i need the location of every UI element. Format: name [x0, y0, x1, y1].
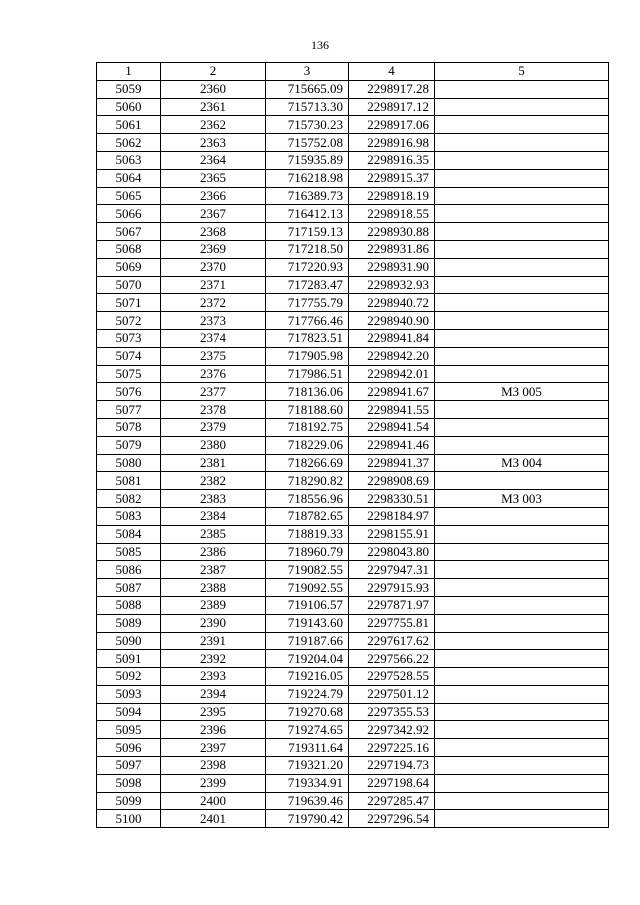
table-cell: 5072 — [97, 312, 161, 330]
table-cell: 718188.60 — [266, 401, 349, 419]
table-row — [97, 98, 609, 116]
table-cell: 2381 — [161, 454, 266, 472]
table-cell: 715730.23 — [266, 116, 349, 134]
table-cell: 2393 — [161, 668, 266, 686]
table-cell: 2298918.19 — [349, 187, 435, 205]
table-cell: 2368 — [161, 223, 266, 241]
table-cell: 2298915.37 — [349, 169, 435, 187]
table-row — [97, 792, 609, 810]
table-cell: 5069 — [97, 258, 161, 276]
table-cell: 5094 — [97, 703, 161, 721]
table-row — [97, 668, 609, 686]
table-cell: 2382 — [161, 472, 266, 490]
table-cell: 2365 — [161, 169, 266, 187]
table-cell: 2367 — [161, 205, 266, 223]
table-cell: 2297355.53 — [349, 703, 435, 721]
table-cell: 2363 — [161, 134, 266, 152]
table-cell: 2297755.81 — [349, 614, 435, 632]
table-row — [97, 543, 609, 561]
table-cell: 719092.55 — [266, 579, 349, 597]
table-row — [97, 757, 609, 775]
table-cell: 2297871.97 — [349, 596, 435, 614]
table-cell: 5074 — [97, 347, 161, 365]
table-cell — [435, 810, 609, 828]
table-cell: 2298940.72 — [349, 294, 435, 312]
table-cell — [435, 757, 609, 775]
table-cell: 2298330.51 — [349, 490, 435, 508]
table-cell: 716412.13 — [266, 205, 349, 223]
table-cell: 2373 — [161, 312, 266, 330]
table-cell: 2298942.20 — [349, 347, 435, 365]
table-row — [97, 329, 609, 347]
table-cell: 718819.33 — [266, 525, 349, 543]
table-row — [97, 472, 609, 490]
table-cell: 716218.98 — [266, 169, 349, 187]
table-cell: 719204.04 — [266, 650, 349, 668]
table-cell: 5099 — [97, 792, 161, 810]
table-cell: 719224.79 — [266, 685, 349, 703]
table-cell: 2389 — [161, 596, 266, 614]
table-cell: 2385 — [161, 525, 266, 543]
table-cell — [435, 632, 609, 650]
table-cell: 2391 — [161, 632, 266, 650]
table-cell: 2377 — [161, 383, 266, 401]
column-header: 4 — [349, 63, 435, 81]
table-cell: 2298918.55 — [349, 205, 435, 223]
table-cell — [435, 543, 609, 561]
table-row — [97, 365, 609, 383]
table-cell: 5076 — [97, 383, 161, 401]
table-cell: 2298155.91 — [349, 525, 435, 543]
table-cell: 5061 — [97, 116, 161, 134]
table-row — [97, 116, 609, 134]
table-cell: 5093 — [97, 685, 161, 703]
table-cell: 2372 — [161, 294, 266, 312]
table-cell: 2384 — [161, 507, 266, 525]
table-cell: 2298931.90 — [349, 258, 435, 276]
table-cell: 717986.51 — [266, 365, 349, 383]
table-cell: 5059 — [97, 80, 161, 98]
table-cell: 715665.09 — [266, 80, 349, 98]
table-cell: 5077 — [97, 401, 161, 419]
table-cell: 2298916.35 — [349, 151, 435, 169]
table-row — [97, 258, 609, 276]
table-cell: 2298941.37 — [349, 454, 435, 472]
table-cell: 2298930.88 — [349, 223, 435, 241]
table-cell — [435, 80, 609, 98]
table-cell: 5073 — [97, 329, 161, 347]
table-row — [97, 810, 609, 828]
table-cell: 2298941.55 — [349, 401, 435, 419]
table-cell: 5090 — [97, 632, 161, 650]
table-row — [97, 596, 609, 614]
table-cell: 2388 — [161, 579, 266, 597]
table-cell: 715935.89 — [266, 151, 349, 169]
table-cell: 719274.65 — [266, 721, 349, 739]
table-cell: 5063 — [97, 151, 161, 169]
table-cell: 5095 — [97, 721, 161, 739]
table-cell: 2395 — [161, 703, 266, 721]
table-cell: 2380 — [161, 436, 266, 454]
table-cell: 5062 — [97, 134, 161, 152]
table-cell: МЗ 004 — [435, 454, 609, 472]
table-cell: 2298917.12 — [349, 98, 435, 116]
table-row — [97, 151, 609, 169]
table-cell: 2360 — [161, 80, 266, 98]
table-row — [97, 294, 609, 312]
column-header: 3 — [266, 63, 349, 81]
table-cell: 2387 — [161, 561, 266, 579]
table-cell: 2362 — [161, 116, 266, 134]
table-cell: 717823.51 — [266, 329, 349, 347]
table-cell — [435, 561, 609, 579]
table-cell: 5066 — [97, 205, 161, 223]
table-cell: 5083 — [97, 507, 161, 525]
table-cell: 5068 — [97, 240, 161, 258]
table-row — [97, 134, 609, 152]
table-cell: 5096 — [97, 739, 161, 757]
table-cell: 2397 — [161, 739, 266, 757]
table-cell — [435, 418, 609, 436]
table-cell: 5081 — [97, 472, 161, 490]
table-row — [97, 703, 609, 721]
table-cell — [435, 365, 609, 383]
table-cell: 2298940.90 — [349, 312, 435, 330]
table-cell — [435, 169, 609, 187]
table-row — [97, 525, 609, 543]
table-cell: 2361 — [161, 98, 266, 116]
table-cell — [435, 685, 609, 703]
table-row — [97, 169, 609, 187]
table-cell: 2298941.46 — [349, 436, 435, 454]
table-cell: 719311.64 — [266, 739, 349, 757]
column-header: 2 — [161, 63, 266, 81]
table-cell: 2297194.73 — [349, 757, 435, 775]
column-header: 1 — [97, 63, 161, 81]
coordinates-table — [96, 62, 609, 828]
table-cell: 2398 — [161, 757, 266, 775]
table-cell: 2297617.62 — [349, 632, 435, 650]
table-cell: 2297285.47 — [349, 792, 435, 810]
table-cell: 5089 — [97, 614, 161, 632]
table-row — [97, 739, 609, 757]
table-row — [97, 418, 609, 436]
table-cell: 5075 — [97, 365, 161, 383]
table-cell: 2298941.67 — [349, 383, 435, 401]
table-cell: 2399 — [161, 774, 266, 792]
table-cell: 718782.65 — [266, 507, 349, 525]
table-cell — [435, 668, 609, 686]
table-cell: 5070 — [97, 276, 161, 294]
table-cell: 2400 — [161, 792, 266, 810]
table-cell: 2383 — [161, 490, 266, 508]
table-cell: 719106.57 — [266, 596, 349, 614]
table-cell: 5064 — [97, 169, 161, 187]
page-number: 136 — [311, 38, 329, 52]
table-cell: 2379 — [161, 418, 266, 436]
table-cell: 718960.79 — [266, 543, 349, 561]
table-row — [97, 80, 609, 98]
table-cell: 719790.42 — [266, 810, 349, 828]
table-cell: МЗ 003 — [435, 490, 609, 508]
table-row — [97, 436, 609, 454]
table-cell: 5088 — [97, 596, 161, 614]
table-cell: 2298184.97 — [349, 507, 435, 525]
table-cell — [435, 774, 609, 792]
table-cell: 715713.30 — [266, 98, 349, 116]
table-cell: 2298931.86 — [349, 240, 435, 258]
table-row — [97, 632, 609, 650]
table-cell: 2298941.84 — [349, 329, 435, 347]
table-row — [97, 614, 609, 632]
table-row — [97, 507, 609, 525]
table-cell: 2371 — [161, 276, 266, 294]
table-cell — [435, 347, 609, 365]
table-row — [97, 205, 609, 223]
table-cell — [435, 507, 609, 525]
table-row — [97, 579, 609, 597]
table-cell — [435, 258, 609, 276]
table-cell — [435, 329, 609, 347]
table-cell: 5097 — [97, 757, 161, 775]
table-cell: 2297225.16 — [349, 739, 435, 757]
table-cell: 718266.69 — [266, 454, 349, 472]
table-cell: 5067 — [97, 223, 161, 241]
table-cell — [435, 721, 609, 739]
table-cell: 2298043.80 — [349, 543, 435, 561]
table-cell — [435, 703, 609, 721]
table-cell: 2297342.92 — [349, 721, 435, 739]
table-cell: 5092 — [97, 668, 161, 686]
column-header: 5 — [435, 63, 609, 81]
table-cell: 2297501.12 — [349, 685, 435, 703]
table-cell: 717766.46 — [266, 312, 349, 330]
table-cell: 5091 — [97, 650, 161, 668]
table-cell: 5082 — [97, 490, 161, 508]
table-cell — [435, 579, 609, 597]
table-cell: 717159.13 — [266, 223, 349, 241]
table-cell: 2394 — [161, 685, 266, 703]
table-cell: 2378 — [161, 401, 266, 419]
table-cell — [435, 401, 609, 419]
table-cell: 2298932.93 — [349, 276, 435, 294]
table-row — [97, 490, 609, 508]
table-cell: 2396 — [161, 721, 266, 739]
table-cell: 5065 — [97, 187, 161, 205]
table-cell: 2297566.22 — [349, 650, 435, 668]
table-header-row — [97, 63, 609, 81]
table-cell — [435, 223, 609, 241]
table-cell: 2297947.31 — [349, 561, 435, 579]
table-cell: 719270.68 — [266, 703, 349, 721]
table-cell: 5080 — [97, 454, 161, 472]
table-row — [97, 721, 609, 739]
table-cell: 717218.50 — [266, 240, 349, 258]
table-cell — [435, 98, 609, 116]
table-cell — [435, 240, 609, 258]
table-cell: 2298917.06 — [349, 116, 435, 134]
table-cell: 2298916.98 — [349, 134, 435, 152]
table-cell: 2364 — [161, 151, 266, 169]
table-cell: 5086 — [97, 561, 161, 579]
table-cell: 2392 — [161, 650, 266, 668]
table-row — [97, 312, 609, 330]
table-cell: 718556.96 — [266, 490, 349, 508]
table-row — [97, 347, 609, 365]
table-cell: 2376 — [161, 365, 266, 383]
table-cell — [435, 739, 609, 757]
table-cell: 718229.06 — [266, 436, 349, 454]
table-row — [97, 454, 609, 472]
table-row — [97, 240, 609, 258]
table-cell: 2298941.54 — [349, 418, 435, 436]
table-cell: 2370 — [161, 258, 266, 276]
table-cell: 5085 — [97, 543, 161, 561]
table-row — [97, 561, 609, 579]
table-cell: 719187.66 — [266, 632, 349, 650]
table-cell: 2375 — [161, 347, 266, 365]
table-cell: 2386 — [161, 543, 266, 561]
table-cell — [435, 436, 609, 454]
table-cell: 5100 — [97, 810, 161, 828]
table-cell — [435, 792, 609, 810]
table-cell — [435, 134, 609, 152]
table-cell — [435, 312, 609, 330]
table-row — [97, 276, 609, 294]
table-row — [97, 383, 609, 401]
table-cell: 5098 — [97, 774, 161, 792]
table-row — [97, 401, 609, 419]
table-cell — [435, 116, 609, 134]
table-cell — [435, 525, 609, 543]
table-cell: 2369 — [161, 240, 266, 258]
table-cell: 2298942.01 — [349, 365, 435, 383]
table-cell — [435, 276, 609, 294]
table-cell: 5079 — [97, 436, 161, 454]
table-cell: 2390 — [161, 614, 266, 632]
table-cell: 5084 — [97, 525, 161, 543]
table-row — [97, 223, 609, 241]
table-cell: 717905.98 — [266, 347, 349, 365]
table-cell: 718290.82 — [266, 472, 349, 490]
table-cell: 719639.46 — [266, 792, 349, 810]
table-cell: 2401 — [161, 810, 266, 828]
table-cell: 2297915.93 — [349, 579, 435, 597]
table-cell: 717755.79 — [266, 294, 349, 312]
table-cell: 5078 — [97, 418, 161, 436]
table-cell — [435, 187, 609, 205]
table-cell: 2297528.55 — [349, 668, 435, 686]
table-cell: 2297198.64 — [349, 774, 435, 792]
table-cell: 719321.20 — [266, 757, 349, 775]
table-cell: 718192.75 — [266, 418, 349, 436]
table-row — [97, 650, 609, 668]
table-cell — [435, 650, 609, 668]
table-cell — [435, 614, 609, 632]
table-cell: 2366 — [161, 187, 266, 205]
table-cell — [435, 151, 609, 169]
table-cell — [435, 294, 609, 312]
table-cell: 5060 — [97, 98, 161, 116]
table-cell: 719143.60 — [266, 614, 349, 632]
table-row — [97, 187, 609, 205]
table-cell: 718136.06 — [266, 383, 349, 401]
table-cell: 2298917.28 — [349, 80, 435, 98]
table-cell — [435, 596, 609, 614]
table-cell: 2297296.54 — [349, 810, 435, 828]
table-cell: 719334.91 — [266, 774, 349, 792]
table-cell: МЗ 005 — [435, 383, 609, 401]
table-cell: 5071 — [97, 294, 161, 312]
table-cell: 717283.47 — [266, 276, 349, 294]
table-cell — [435, 205, 609, 223]
table-cell: 719216.05 — [266, 668, 349, 686]
table-cell: 719082.55 — [266, 561, 349, 579]
table-cell: 2374 — [161, 329, 266, 347]
table-cell: 717220.93 — [266, 258, 349, 276]
table-cell: 716389.73 — [266, 187, 349, 205]
table-cell: 715752.08 — [266, 134, 349, 152]
table-cell — [435, 472, 609, 490]
table-row — [97, 685, 609, 703]
table-row — [97, 774, 609, 792]
table-cell: 2298908.69 — [349, 472, 435, 490]
table-cell: 5087 — [97, 579, 161, 597]
